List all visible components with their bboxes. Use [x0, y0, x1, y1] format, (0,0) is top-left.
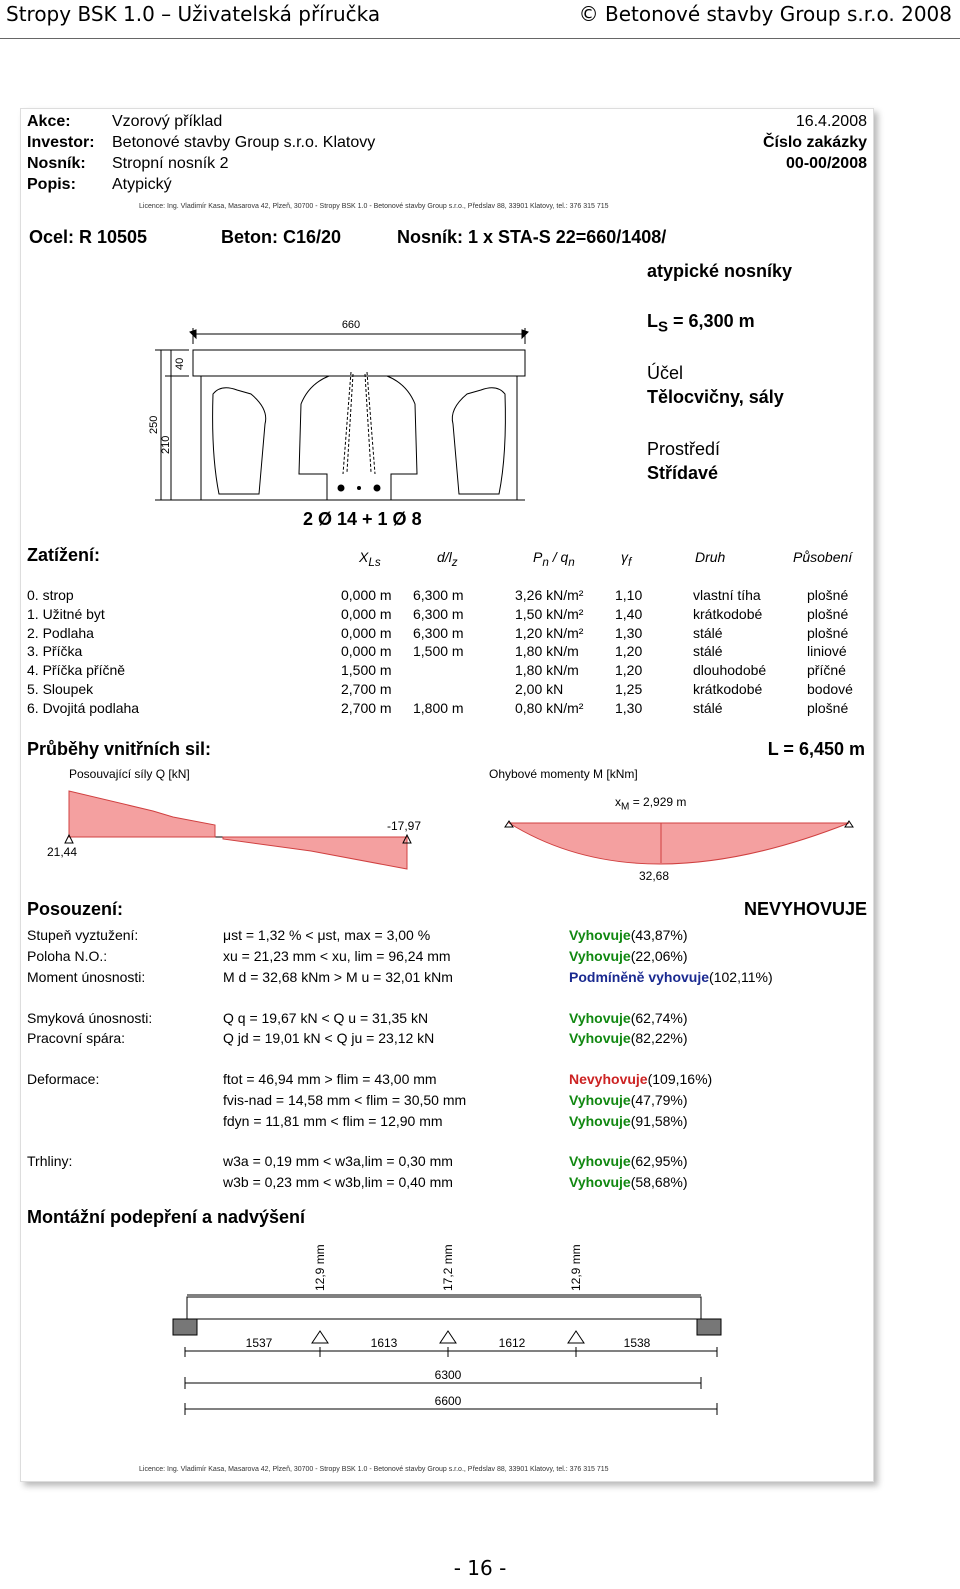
- load-cell: 1,40: [615, 605, 643, 622]
- load-cell: 0,000 m: [341, 587, 392, 603]
- check-result: NEVYHOVUJE: [743, 899, 867, 919]
- check-percent: (109,16%): [647, 1071, 713, 1087]
- shear-chart-title: Posouvající síly Q [kN]: [69, 767, 190, 781]
- check-label: Moment únosnosti:: [27, 969, 146, 985]
- steel-spec: Ocel: R 10505: [29, 227, 148, 247]
- environment-value: Střídavé: [647, 463, 719, 483]
- length-6300: 6300: [434, 1368, 462, 1382]
- report-date: 16.4.2008: [795, 113, 867, 130]
- header-title: Stropy BSK 1.0 – Uživatelská příručka: [6, 2, 381, 26]
- purpose-label: Účel: [647, 363, 684, 383]
- load-cell: 0,000 m: [341, 624, 392, 641]
- document-header: [0, 0, 960, 39]
- load-cell: 1,500 m: [341, 662, 392, 679]
- check-status-group: [569, 1030, 688, 1048]
- load-cell: stálé: [693, 643, 723, 660]
- support-drawing: [171, 1233, 731, 1423]
- load-cell: příčné: [807, 662, 846, 679]
- load-cell: 1. Užitné byt: [27, 605, 105, 622]
- check-percent: (43,87%): [630, 927, 688, 943]
- load-cell: plošné: [807, 587, 849, 603]
- check-status: Vyhovuje: [569, 1153, 631, 1169]
- col-gamma: $\gamma_f$: [621, 549, 632, 569]
- camber-3: 12,9 mm: [569, 1244, 583, 1291]
- camber-1: 12,9 mm: [313, 1244, 327, 1291]
- check-percent: (47,79%): [630, 1092, 688, 1108]
- span-2: 1613: [370, 1336, 398, 1350]
- check-status: Vyhovuje: [569, 1174, 631, 1190]
- load-cell: 0. strop: [27, 587, 74, 603]
- check-percent: (62,95%): [630, 1153, 688, 1169]
- investor-label: Investor:: [27, 134, 95, 151]
- load-cell: plošné: [807, 605, 849, 622]
- check-label: Stupeň vyztužení:: [27, 927, 139, 943]
- check-status-group: [569, 1010, 688, 1028]
- dim-210: 210: [160, 435, 172, 454]
- load-cell: 1,10: [615, 587, 643, 603]
- check-status-group: [569, 927, 688, 945]
- page-number: - 16 -: [453, 1556, 507, 1580]
- nosnik-value: Stropní nosník 2: [112, 155, 229, 172]
- popis-label: Popis:: [27, 176, 76, 193]
- load-cell: 2,00 kN: [515, 681, 564, 697]
- load-cell: 1,20: [615, 643, 643, 660]
- load-cell: 1,30: [615, 699, 643, 716]
- load-cell: 2. Podlaha: [27, 624, 94, 641]
- shear-diagram: [65, 791, 411, 869]
- load-cell: 2,700 m: [341, 699, 392, 716]
- load-cell: 1,80 kN/m: [515, 662, 579, 679]
- loads-title: Zatížení:: [27, 545, 101, 565]
- check-label: Poloha N.O.:: [27, 948, 108, 964]
- load-cell: 1,20 kN/m²: [515, 624, 584, 641]
- span-4: 1538: [623, 1336, 651, 1350]
- check-formula: w3b = 0,23 mm < w3b,lim = 0,40 mm: [223, 1174, 453, 1190]
- load-cell: 3. Příčka: [27, 643, 83, 660]
- check-status-group: [569, 1174, 688, 1192]
- order-number-label: Číslo zakázky: [762, 134, 867, 151]
- load-cell: krátkodobé: [693, 605, 763, 622]
- load-cell: 6,300 m: [413, 587, 464, 603]
- forces-length: L = 6,450 m: [767, 739, 865, 759]
- check-formula: ftot = 46,94 mm > flim = 43,00 mm: [223, 1071, 437, 1087]
- check-label: Trhliny:: [27, 1153, 73, 1169]
- load-cell: stálé: [693, 624, 723, 641]
- check-formula: M d = 32,68 kNm > M u = 32,01 kNm: [223, 969, 453, 985]
- check-formula: fvis-nad = 14,58 mm < flim = 30,50 mm: [223, 1092, 467, 1108]
- load-cell: plošné: [807, 699, 849, 716]
- purpose-value: Tělocvičny, sály: [647, 387, 784, 407]
- check-percent: (22,06%): [630, 948, 688, 964]
- check-status: Vyhovuje: [569, 1113, 631, 1129]
- check-percent: (91,58%): [630, 1113, 688, 1129]
- col-action: Působení: [793, 549, 853, 565]
- header-copyright: © Betonové stavby Group s.r.o. 2008: [578, 2, 952, 26]
- check-formula: Q jd = 19,01 kN < Q ju = 23,12 kN: [223, 1030, 435, 1046]
- check-status: Nevyhovuje: [569, 1071, 648, 1087]
- license-line-top: Licence: Ing. Vladimír Kasa, Masarova 42, Plzeň, 30700 - Stropy BSK 1.0 - Betonové stavby Group s.r.o., Předslav 88, 33901 Klatovy, tel.: 376 315 715: [139, 203, 609, 210]
- moment-max-value: 32,68: [639, 869, 670, 883]
- check-status: Vyhovuje: [569, 948, 631, 964]
- check-label: Deformace:: [27, 1071, 100, 1087]
- environment-label: Prostředí: [647, 439, 721, 459]
- load-cell: 6. Dvojitá podlaha: [27, 699, 140, 716]
- reinforcement-label: 2 Ø 14 + 1 Ø 8: [303, 509, 422, 529]
- check-formula: xu = 21,23 mm < xu, lim = 96,24 mm: [223, 948, 451, 964]
- load-cell: 1,20: [615, 662, 643, 679]
- span-1: 1537: [245, 1336, 273, 1350]
- beam-spec: Nosník: 1 x STA-S 22=660/1408/: [397, 227, 667, 247]
- check-percent: (58,68%): [630, 1174, 688, 1190]
- load-cell: 0,000 m: [341, 605, 392, 622]
- akce-value: Vzorový příklad: [112, 113, 223, 130]
- load-cell: 6,300 m: [413, 605, 464, 622]
- popis-value: Atypický: [112, 176, 172, 193]
- length-6600: 6600: [434, 1394, 462, 1408]
- check-formula: w3a = 0,19 mm < w3a,lim = 0,30 mm: [223, 1153, 453, 1169]
- check-title: Posouzení:: [27, 899, 124, 919]
- load-cell: 3,26 kN/m²: [515, 587, 584, 603]
- col-load: $P_n / q_n$: [533, 549, 575, 569]
- check-label: Smyková únosnosti:: [27, 1010, 153, 1026]
- check-status: Podmíněně vyhovuje: [569, 969, 710, 985]
- check-status: Vyhovuje: [569, 1010, 631, 1026]
- load-cell: 2,700 m: [341, 681, 392, 697]
- load-cell: 1,30: [615, 624, 643, 641]
- col-dl: $d/l_z$: [437, 549, 458, 569]
- report-sheet: [20, 108, 874, 1482]
- col-xls: $X_{Ls}$: [359, 549, 381, 569]
- check-status: Vyhovuje: [569, 1030, 631, 1046]
- investor-value: Betonové stavby Group s.r.o. Klatovy: [112, 134, 376, 151]
- license-line-bottom: Licence: Ing. Vladimír Kasa, Masarova 42, Plzeň, 30700 - Stropy BSK 1.0 - Betonové stavby Group s.r.o., Předslav 88, 33901 Klatovy, tel.: 376 315 715: [139, 1466, 609, 1473]
- load-cell: stálé: [693, 699, 723, 716]
- nosnik-label: Nosník:: [27, 155, 86, 172]
- order-number-value: 00-00/2008: [786, 155, 867, 172]
- check-formula: Q q = 19,67 kN < Q u = 31,35 kN: [223, 1010, 429, 1026]
- check-formula: μst = 1,32 % < μst, max = 3,00 %: [223, 927, 431, 943]
- concrete-spec: Beton: C16/20: [221, 227, 342, 247]
- load-cell: 1,80 kN/m: [515, 643, 579, 660]
- check-status-group: [569, 1071, 712, 1089]
- shear-right-value: -17,97: [387, 819, 422, 833]
- check-status-group: [569, 969, 773, 987]
- load-cell: 0,80 kN/m²: [515, 699, 584, 716]
- check-percent: (62,74%): [630, 1010, 688, 1026]
- load-cell: dlouhodobé: [693, 662, 767, 679]
- check-label: Pracovní spára:: [27, 1030, 126, 1046]
- load-cell: 1,800 m: [413, 699, 464, 716]
- moment-diagram: [505, 821, 853, 864]
- check-percent: (82,22%): [630, 1030, 688, 1046]
- check-status-group: [569, 948, 688, 966]
- span-length: $L_S = 6,300$ m: [647, 311, 755, 336]
- moment-chart-title: Ohybové momenty M [kNm]: [489, 767, 638, 781]
- check-status: Vyhovuje: [569, 1092, 631, 1108]
- moment-max-position: $x_M = 2,929$ m: [615, 795, 687, 813]
- col-type: Druh: [695, 549, 726, 565]
- dim-250: 250: [148, 415, 160, 434]
- load-cell: 6,300 m: [413, 624, 464, 641]
- load-cell: 1,50 kN/m²: [515, 605, 584, 622]
- forces-diagrams: [41, 785, 861, 885]
- check-status-group: [569, 1153, 688, 1171]
- dim-660: 660: [341, 319, 361, 331]
- load-cell: 4. Příčka příčně: [27, 662, 126, 679]
- beam-type: atypické nosníky: [647, 261, 793, 281]
- load-cell: vlastní tíha: [693, 587, 761, 603]
- load-cell: plošné: [807, 624, 849, 641]
- check-status-group: [569, 1113, 688, 1131]
- camber-2: 17,2 mm: [441, 1244, 455, 1291]
- load-cell: 5. Sloupek: [27, 681, 94, 697]
- load-cell: bodové: [807, 681, 853, 697]
- span-3: 1612: [498, 1336, 526, 1350]
- load-cell: liniové: [807, 643, 847, 660]
- akce-label: Akce:: [27, 113, 71, 130]
- dim-40: 40: [174, 357, 186, 370]
- check-status-group: [569, 1092, 688, 1110]
- load-cell: 1,25: [615, 681, 643, 697]
- check-percent: (102,11%): [709, 969, 773, 985]
- load-cell: 0,000 m: [341, 643, 392, 660]
- load-cell: krátkodobé: [693, 681, 763, 697]
- forces-title: Průběhy vnitřních sil:: [27, 739, 212, 759]
- cross-section-drawing: [141, 314, 541, 534]
- support-title: Montážní podepření a nadvýšení: [27, 1207, 306, 1227]
- shear-left-value: 21,44: [47, 845, 78, 859]
- load-cell: 1,500 m: [413, 643, 464, 660]
- check-formula: fdyn = 11,81 mm < flim = 12,90 mm: [223, 1113, 443, 1129]
- check-status: Vyhovuje: [569, 927, 631, 943]
